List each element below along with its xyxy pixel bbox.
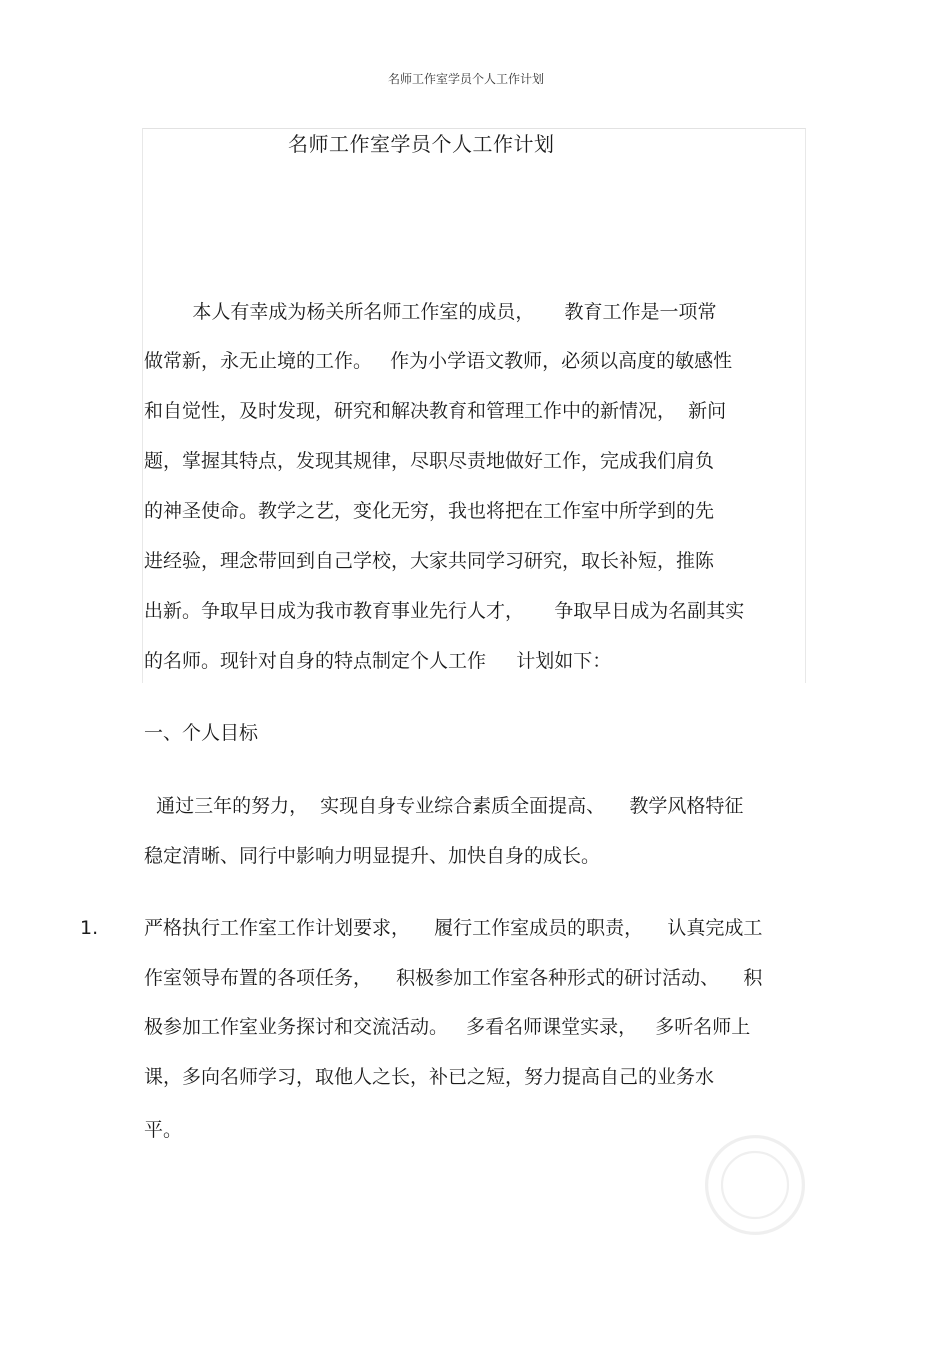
intro-line: 的神圣使命。教学之艺，变化无穷，我也将把在工作室中所学到的先 — [144, 500, 715, 522]
running-header: 名师工作室学员个人工作计划 — [387, 72, 544, 86]
item-line: 严格执行工作室工作计划要求， 履行工作室成员的职责， 认真完成工 — [144, 917, 763, 939]
goal-line: 通过三年的努力， 实现自身专业综合素质全面提高、 教学风格特征 — [144, 795, 744, 817]
item-line: 作室领导布置的各项任务， 积极参加工作室各种形式的研讨活动、 积 — [144, 967, 763, 989]
intro-line: 本人有幸成为杨关所名师工作室的成员， 教育工作是一项常 — [144, 301, 717, 323]
item-line: 课，多向名师学习，取他人之长，补已之短，努力提高自己的业务水 — [144, 1066, 715, 1088]
intro-line: 的名师。现针对自身的特点制定个人工作 计划如下： — [144, 650, 612, 672]
watermark-icon — [700, 1130, 810, 1240]
intro-line: 出新。争取早日成为我市教育事业先行人才， 争取早日成为名副其实 — [144, 600, 745, 622]
goal-line: 稳定清晰、同行中影响力明显提升、加快自身的成长。 — [144, 845, 601, 867]
intro-line: 题，掌握其特点，发现其规律，尽职尽责地做好工作，完成我们肩负 — [144, 450, 715, 472]
item-line: 平。 — [144, 1119, 183, 1141]
document-title: 名师工作室学员个人工作计划 — [288, 132, 555, 156]
intro-line: 和自觉性，及时发现，研究和解决教育和管理工作中的新情况， 新问 — [144, 400, 727, 422]
item-line: 极参加工作室业务探讨和交流活动。 多看名师课堂实录， 多听名师上 — [144, 1016, 751, 1038]
section-heading: 一、个人目标 — [144, 722, 259, 744]
intro-line: 进经验，理念带回到自己学校，大家共同学习研究，取长补短，推陈 — [144, 550, 715, 572]
intro-line: 做常新，永无止境的工作。 作为小学语文教师，必须以高度的敏感性 — [144, 350, 733, 372]
item-number: 1. — [80, 917, 99, 939]
